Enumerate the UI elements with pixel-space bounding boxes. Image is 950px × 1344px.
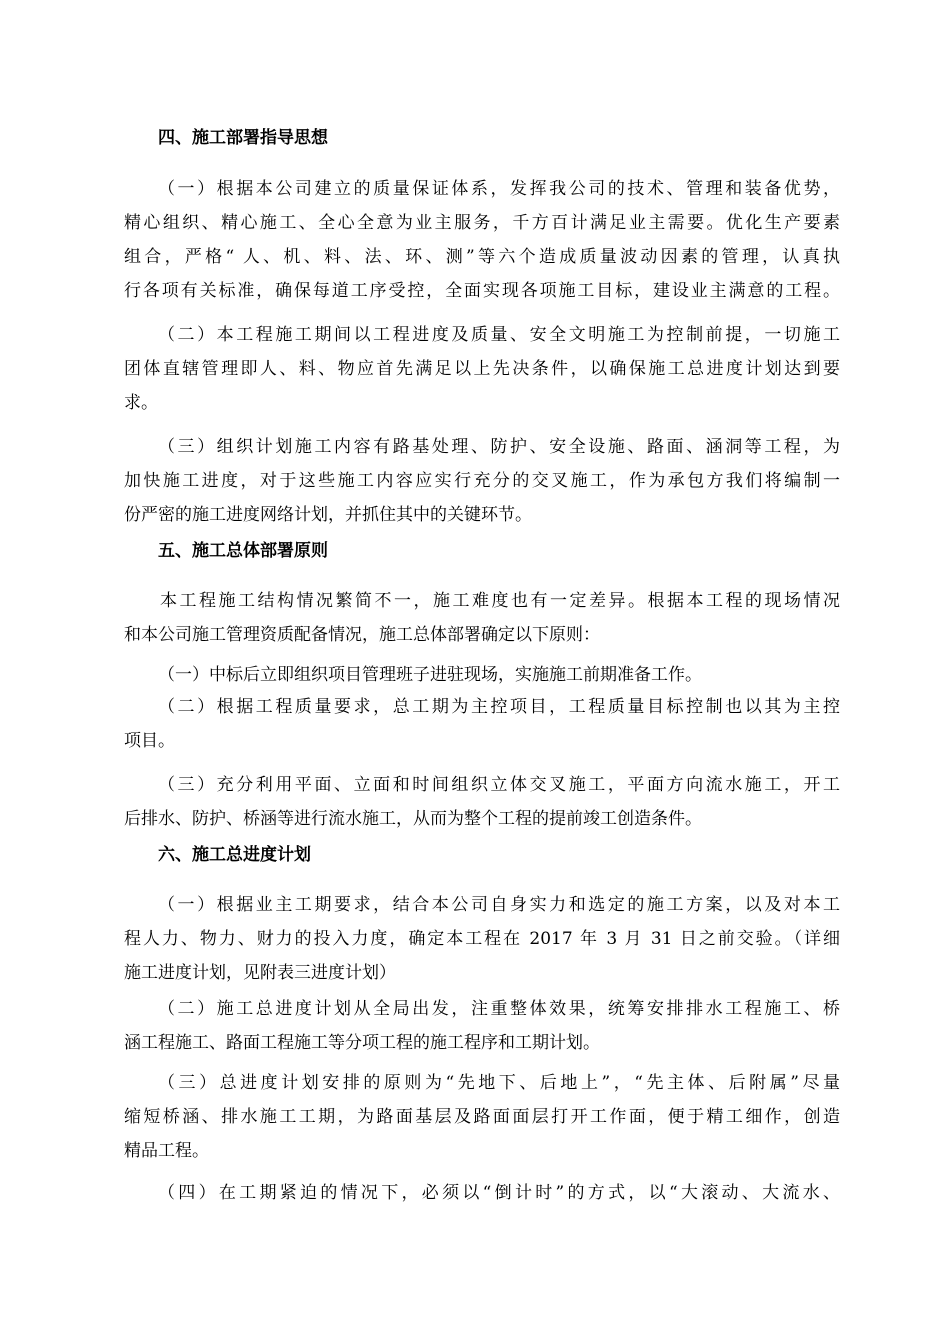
- section-4-paragraph-2: [124, 318, 840, 420]
- paragraph-line: 份严密的施工进度网络计划，并抓住其中的关键环节。: [124, 505, 532, 525]
- paragraph-line: 加快施工进度，对于这些施工内容应实行充分的交叉施工，作为承包方我们将编制一: [124, 471, 840, 491]
- paragraph-line: 精品工程。: [124, 1141, 209, 1161]
- paragraph-line: （三）充分利用平面、立面和时间组织立体交叉施工，平面方向流水施工，开工: [158, 775, 840, 795]
- section-4: [124, 121, 840, 155]
- paragraph-line: 施工进度计划，见附表三进度计划）: [124, 963, 396, 983]
- paragraph-line: （一）根据本公司建立的质量保证体系，发挥我公司的技术、管理和装备优势，: [158, 179, 840, 199]
- section-4-paragraph-1: [124, 172, 840, 308]
- paragraph-line: 后排水、防护、桥涵等进行流水施工，从而为整个工程的提前竣工创造条件。: [124, 809, 702, 829]
- section-5-intro: [124, 584, 840, 652]
- paragraph-line: 缩短桥涵、排水施工工期，为路面基层及路面面层打开工作面，便于精工细作，创造: [124, 1107, 840, 1127]
- paragraph-line: （二）本工程施工期间以工程进度及质量、安全文明施工为控制前提，一切施工: [158, 325, 840, 345]
- section-6-item-2: [124, 992, 840, 1060]
- paragraph-line: 团体直辖管理即人、料、物应首先满足以上先决条件，以确保施工总进度计划达到要: [124, 359, 840, 379]
- paragraph-line: 涵工程施工、路面工程施工等分项工程的施工程序和工期计划。: [124, 1033, 600, 1053]
- section-5-item-1: [124, 658, 840, 692]
- section-4-heading: 四、施工部署指导思想: [158, 128, 328, 148]
- paragraph-line: 本工程施工结构情况繁简不一，施工难度也有一定差异。根据本工程的现场情况: [160, 591, 840, 611]
- paragraph-line: （三）总进度计划安排的原则为“先地下、后地上”，“先主体、后附属”尽量: [158, 1073, 840, 1093]
- section-5-heading: 五、施工总体部署原则: [158, 541, 328, 561]
- paragraph-line: （一）中标后立即组织项目管理班子进驻现场，实施施工前期准备工作。: [158, 665, 702, 685]
- paragraph-line: 和本公司施工管理资质配备情况，施工总体部署确定以下原则：: [124, 625, 600, 645]
- section-5: [124, 534, 840, 568]
- paragraph-line: 组合，严格“ 人、机、料、法、环、测”等六个造成质量波动因素的管理，认真执: [124, 247, 840, 267]
- paragraph-line: 项目。: [124, 731, 175, 751]
- section-6-heading: 六、施工总进度计划: [158, 845, 311, 865]
- section-6: [124, 838, 840, 872]
- section-4-paragraph-3: [124, 430, 840, 532]
- paragraph-line: （二）施工总进度计划从全局出发，注重整体效果，统筹安排排水工程施工、桥: [158, 999, 840, 1019]
- paragraph-line: （四）在工期紧迫的情况下，必须以“倒计时”的方式，以“大滚动、大流水、: [158, 1183, 840, 1203]
- paragraph-line: （一）根据业主工期要求，结合本公司自身实力和选定的施工方案，以及对本工: [158, 895, 840, 915]
- paragraph-line: 行各项有关标准，确保每道工序受控，全面实现各项施工目标，建设业主满意的工程。: [124, 281, 840, 301]
- section-6-item-1: [124, 888, 840, 990]
- paragraph-line: 精心组织、精心施工、全心全意为业主服务，千方百计满足业主需要。优化生产要素: [124, 213, 840, 233]
- paragraph-line: （二）根据工程质量要求，总工期为主控项目，工程质量目标控制也以其为主控: [158, 697, 840, 717]
- section-6-item-4: [124, 1176, 840, 1210]
- section-5-item-3: [124, 768, 840, 836]
- section-5-item-2: [124, 690, 840, 758]
- paragraph-line: 程人力、物力、财力的投入力度，确定本工程在 2017 年 3 月 31 日之前交验。（详细: [124, 929, 840, 949]
- paragraph-line: （三）组织计划施工内容有路基处理、防护、安全设施、路面、涵洞等工程，为: [158, 437, 840, 457]
- paragraph-line: 求。: [124, 393, 158, 413]
- section-6-item-3: [124, 1066, 840, 1168]
